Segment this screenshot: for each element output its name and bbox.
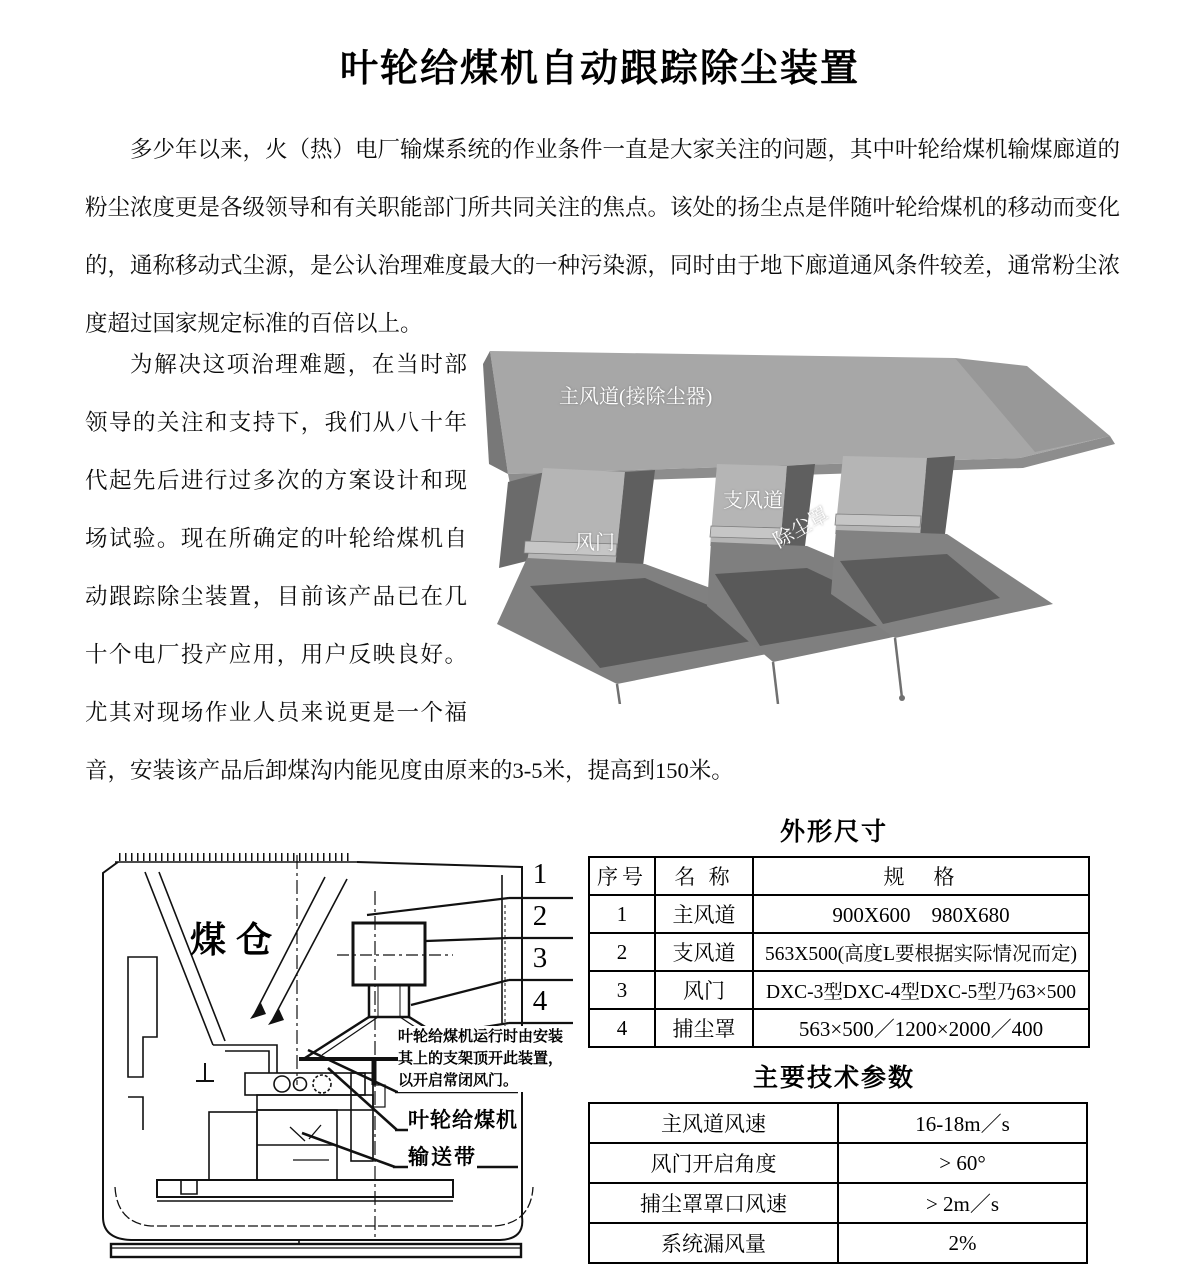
cell-spec: 563×500／1200×2000／400	[753, 1009, 1089, 1047]
table-row	[589, 1223, 1087, 1263]
param-name: 系统漏风量	[589, 1223, 838, 1263]
paragraph-2: 为解决这项治理难题，在当时部领导的关注和支持下，我们从八十年代起先后进行过多次的方案设计和现场试验。现在所确定的叶轮给煤机自动跟踪除尘装置，目前该产品已在几十个电厂投产应用，用户反映良好。尤其对现场作业人员来说更是一个福音，安装该产品后卸煤沟内能见度由原来的3-5米，提高到150米。	[85, 352, 734, 783]
cell-spec: DXC-3型DXC-4型DXC-5型乃63×500	[753, 971, 1089, 1009]
cell-spec: 900X600 980X680	[753, 895, 1089, 933]
cell-name: 主风道	[655, 895, 753, 933]
cell-seq: 4	[589, 1009, 655, 1047]
paragraph-2-block	[85, 336, 1123, 800]
photo-label-damper: 风门	[575, 532, 615, 554]
params-table-title: 主要技术参数	[752, 1065, 915, 1092]
cell-name: 风门	[655, 971, 753, 1009]
table-row	[589, 1009, 1089, 1047]
table-row	[589, 933, 1089, 971]
tables-column	[588, 812, 1080, 1264]
param-value: > 2m／s	[838, 1183, 1087, 1223]
header-spec: 规 格	[753, 857, 1089, 895]
callout-3: 3	[532, 942, 548, 974]
table-row	[589, 1143, 1087, 1183]
diagram-note: 叶轮给煤机运行时由安装其上的支架顶开此装置，以开启常闭风门。	[398, 1026, 570, 1092]
photo-label-main-duct: 主风道(接除尘器)	[559, 386, 713, 408]
bunker-label: 煤仓	[190, 920, 283, 960]
table-row	[589, 971, 1089, 1009]
callout-1: 1	[532, 858, 548, 890]
param-name: 捕尘罩罩口风速	[589, 1183, 838, 1223]
dimension-table-title: 外形尺寸	[779, 819, 888, 846]
table-header-row	[589, 857, 1089, 895]
cell-name: 捕尘罩	[655, 1009, 753, 1047]
param-value: 16-18m／s	[838, 1103, 1087, 1143]
params-table	[588, 1102, 1088, 1264]
belt-label: 输送带	[408, 1141, 477, 1171]
photo-label-branch-duct: 支风道	[723, 490, 783, 512]
duct-photo	[475, 336, 1123, 704]
feeder-label: 叶轮给煤机	[408, 1104, 518, 1134]
cell-seq: 3	[589, 971, 655, 1009]
page-title: 叶轮给煤机自动跟踪除尘装置	[339, 48, 860, 91]
cell-name: 支风道	[655, 933, 753, 971]
param-name: 风门开启角度	[589, 1143, 838, 1183]
table-row	[589, 895, 1089, 933]
callout-4: 4	[532, 985, 548, 1017]
callout-2: 2	[532, 900, 548, 932]
table-row	[589, 1183, 1087, 1223]
header-seq: 序号	[589, 857, 655, 895]
table-row	[589, 1103, 1087, 1143]
header-name: 名 称	[655, 857, 753, 895]
paragraph-1: 多少年以来，火（热）电厂输煤系统的作业条件一直是大家关注的问题，其中叶轮给煤机输煤廊道的粉尘浓度更是各级领导和有关职能部门所共同关注的焦点。该处的扬尘点是伴随叶轮给煤机的移动而变化的，通称移动式尘源，是公认治理难度最大的一种污染源，同时由于地下廊道通风条件较差，通常粉尘浓度超过国家规定标准的百倍以上。	[85, 136, 1121, 336]
param-value: 2%	[838, 1223, 1087, 1263]
dimension-table	[588, 856, 1090, 1048]
param-name: 主风道风速	[589, 1103, 838, 1143]
cell-spec: 563X500(高度L要根据实际情况而定)	[753, 933, 1089, 971]
param-value: > 60°	[838, 1143, 1087, 1183]
cell-seq: 1	[589, 895, 655, 933]
cell-seq: 2	[589, 933, 655, 971]
photo-label-hood: 除尘罩	[770, 503, 833, 553]
